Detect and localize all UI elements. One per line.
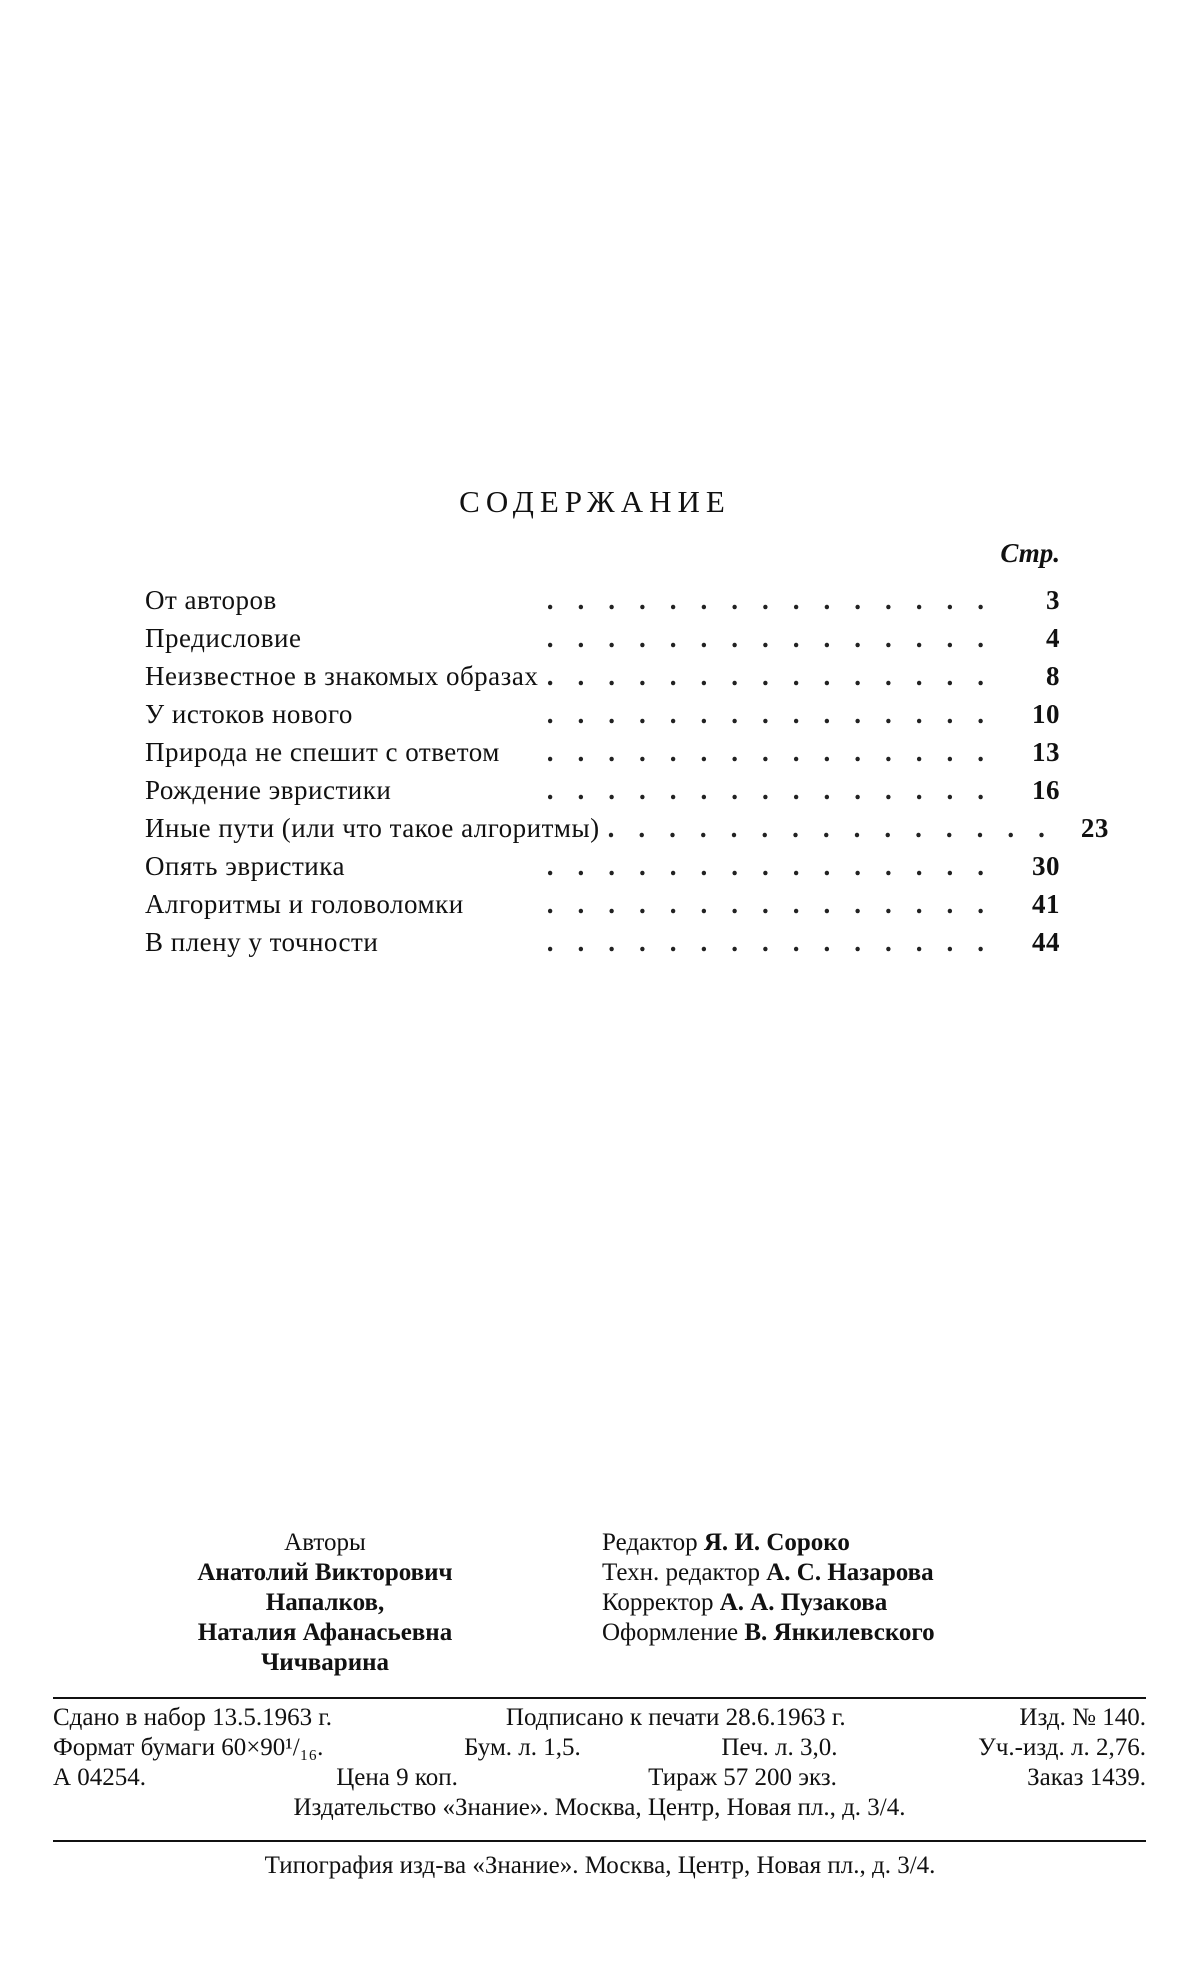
toc-entry bbox=[145, 623, 1060, 661]
staff-role: Редактор bbox=[602, 1529, 698, 1556]
toc-dot-leader: ............... bbox=[546, 585, 1008, 615]
imprint-cell: Изд. № 140. bbox=[1019, 1704, 1146, 1731]
toc-dot-leader: ............... bbox=[546, 623, 1008, 653]
imprint-cell: Тираж 57 200 экз. bbox=[648, 1764, 837, 1791]
toc-entry-label: В плену у точности bbox=[145, 927, 379, 957]
staff-person: Я. И. Сороко bbox=[703, 1529, 850, 1556]
author-name-line: Наталия Афанасьевна bbox=[197, 1619, 453, 1646]
toc-title bbox=[0, 484, 1200, 520]
toc-entry-label: Природа не спешит с ответом bbox=[145, 737, 500, 767]
staff-person: А. А. Пузакова bbox=[719, 1589, 888, 1616]
staff-role: Корректор bbox=[602, 1589, 714, 1616]
toc-entry-page: 41 bbox=[1032, 889, 1060, 919]
imprint-cell: Бум. л. 1,5. bbox=[464, 1734, 581, 1761]
author-name-line: Чичварина bbox=[260, 1649, 390, 1676]
imprint-top-rule bbox=[53, 1697, 1146, 1699]
toc-entry bbox=[145, 813, 1109, 851]
imprint-bottom-rule bbox=[53, 1840, 1146, 1842]
toc-entry-page: 4 bbox=[1046, 623, 1060, 653]
imprint-row bbox=[53, 1733, 1146, 1763]
toc-entry-page: 10 bbox=[1032, 699, 1060, 729]
toc-entry bbox=[145, 889, 1060, 927]
toc-entry-page: 3 bbox=[1046, 585, 1060, 615]
toc-entry-label: Алгоритмы и головоломки bbox=[145, 889, 464, 919]
toc-page-column-header: Стр. bbox=[1000, 538, 1060, 568]
publisher-line: Издательство «Знание». Москва, Центр, Новая пл., д. 3/4. bbox=[293, 1794, 906, 1821]
imprint-cell: Печ. л. 3,0. bbox=[721, 1734, 838, 1761]
imprint-cell: Цена 9 коп. bbox=[336, 1764, 458, 1791]
toc-entry bbox=[145, 661, 1060, 699]
toc-entry-label: Предисловие bbox=[145, 623, 302, 653]
imprint-cell: А 04254. bbox=[53, 1764, 147, 1791]
toc-entry-label: От авторов bbox=[145, 585, 277, 615]
imprint-cell: Подписано к печати 28.6.1963 г. bbox=[505, 1704, 846, 1731]
staff-row bbox=[602, 1558, 1082, 1588]
imprint-row bbox=[53, 1703, 1146, 1733]
toc-dot-leader: ............... bbox=[546, 699, 1008, 729]
authors-heading: Авторы bbox=[284, 1529, 366, 1556]
toc-entry bbox=[145, 851, 1060, 889]
author-name-line: Напалков, bbox=[265, 1589, 385, 1616]
toc-entry-label: Опять эвристика bbox=[145, 851, 345, 881]
toc-title-text: СОДЕРЖАНИЕ bbox=[459, 484, 731, 519]
staff-role: Техн. редактор bbox=[602, 1559, 760, 1586]
toc-dot-leader: ............... bbox=[546, 737, 1008, 767]
imprint-cell: Уч.-изд. л. 2,76. bbox=[978, 1734, 1146, 1761]
toc-dot-leader: ............... bbox=[546, 851, 1008, 881]
toc-entry bbox=[145, 927, 1060, 965]
toc-dot-leader: ............... bbox=[546, 927, 1008, 957]
editorial-staff-block bbox=[602, 1528, 1082, 1648]
toc-entry bbox=[145, 699, 1060, 737]
toc-entry-page: 8 bbox=[1046, 661, 1060, 691]
toc-entry-label: У истоков нового bbox=[145, 699, 353, 729]
toc-entry-page: 44 bbox=[1032, 927, 1060, 957]
authors-block bbox=[140, 1528, 510, 1678]
toc-entry-page: 30 bbox=[1032, 851, 1060, 881]
toc-entry bbox=[145, 737, 1060, 775]
toc-dot-leader: ............... bbox=[546, 661, 1008, 691]
toc-entry bbox=[145, 585, 1060, 623]
toc-entry-label: Иные пути (или что такое алгоритмы) bbox=[145, 813, 600, 843]
imprint-cell: Формат бумаги 60×90¹/₁₆. bbox=[53, 1734, 324, 1761]
staff-role: Оформление bbox=[602, 1619, 739, 1646]
imprint-cell: Заказ 1439. bbox=[1027, 1764, 1146, 1791]
printing-house-line: Типография изд-ва «Знание». Москва, Центр, Новая пл., д. 3/4. bbox=[264, 1852, 936, 1879]
toc-entry-page: 23 bbox=[1080, 813, 1109, 843]
toc-entry-label: Рождение эвристики bbox=[145, 775, 392, 805]
toc-dot-leader: ............... bbox=[546, 775, 1008, 805]
staff-person: В. Янкилевского bbox=[744, 1619, 935, 1646]
toc-dot-leader: ............... bbox=[546, 889, 1008, 919]
toc-entry bbox=[145, 775, 1060, 813]
toc-entry-page: 13 bbox=[1032, 737, 1060, 767]
toc-entry-page: 16 bbox=[1032, 775, 1060, 805]
author-name-line: Анатолий Викторович bbox=[197, 1559, 453, 1586]
toc-entry-label: Неизвестное в знакомых образах bbox=[145, 661, 539, 691]
staff-row bbox=[602, 1588, 1082, 1618]
imprint-row bbox=[53, 1763, 1146, 1793]
staff-row bbox=[602, 1618, 1082, 1648]
imprint-block bbox=[53, 1703, 1146, 1823]
toc-list bbox=[145, 585, 1109, 965]
staff-person: А. С. Назарова bbox=[766, 1559, 934, 1586]
staff-row bbox=[602, 1528, 1082, 1558]
imprint-cell: Сдано в набор 13.5.1963 г. bbox=[53, 1704, 333, 1731]
toc-dot-leader: ............... bbox=[607, 813, 1069, 843]
